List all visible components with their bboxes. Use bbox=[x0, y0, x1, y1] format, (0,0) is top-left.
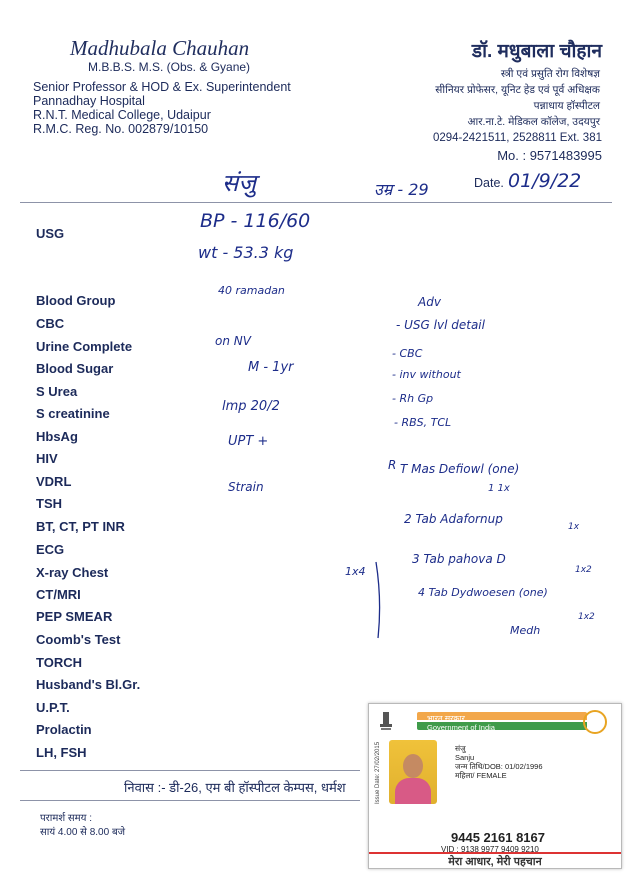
aadhaar-number: 9445 2161 8167 bbox=[451, 830, 545, 845]
phone-numbers: 0294-2421511, 2528811 Ext. 381 bbox=[432, 132, 602, 144]
footer-divider bbox=[20, 770, 360, 771]
test-item: PEP SMEAR bbox=[36, 609, 113, 624]
header-divider bbox=[20, 202, 612, 203]
card-name-en: Sanju bbox=[455, 753, 475, 762]
test-item: HIV bbox=[36, 451, 58, 466]
reg-line: R.M.C. Reg. No. 002879/10150 bbox=[33, 122, 209, 136]
doctor-name-en: Madhubala Chauhan bbox=[70, 36, 250, 60]
date-value: 01/9/22 bbox=[508, 170, 582, 192]
test-item: LH, FSH bbox=[36, 745, 87, 760]
rx-dose: 1x2 bbox=[578, 612, 595, 622]
vid-number: VID : 9138 9977 9409 9210 bbox=[441, 845, 539, 854]
aadhaar-logo-icon bbox=[583, 710, 607, 734]
test-item: Coomb's Test bbox=[36, 632, 121, 647]
test-item: Blood Group bbox=[36, 293, 116, 308]
consult-label: परामर्श समय : bbox=[40, 813, 93, 824]
test-item: TORCH bbox=[36, 655, 82, 670]
rx-dose: 1x4 bbox=[345, 565, 366, 578]
doctor-name-hi: डॉ. मधुबाला चौहान bbox=[471, 41, 602, 62]
note-history: on NV bbox=[215, 334, 251, 348]
note-history: M - 1yr bbox=[248, 360, 294, 375]
test-item: ECG bbox=[36, 542, 65, 557]
test-item: TSH bbox=[36, 496, 62, 511]
test-item: S creatinine bbox=[36, 406, 110, 421]
patient-age: उम्र - 29 bbox=[374, 180, 429, 199]
note-advice: - USG lvl detail bbox=[396, 318, 485, 332]
rx-symbol: R bbox=[388, 458, 397, 472]
hospital-line: Pannadhay Hospital bbox=[33, 94, 145, 108]
test-item: S Urea bbox=[36, 384, 78, 399]
note-lmp: lmp 20/2 bbox=[222, 399, 280, 414]
photo bbox=[389, 740, 437, 804]
note-weight: wt - 53.3 kg bbox=[198, 243, 294, 262]
card-dob: जन्म तिथि/DOB: 01/02/1996 bbox=[455, 762, 543, 771]
test-item: CT/MRI bbox=[36, 587, 81, 602]
college-line: R.N.T. Medical College, Udaipur bbox=[33, 108, 211, 122]
note-advice: - inv without bbox=[392, 368, 461, 381]
test-item: HbsAg bbox=[36, 429, 78, 444]
test-item: Urine Complete bbox=[36, 339, 133, 354]
test-item: VDRL bbox=[36, 474, 72, 489]
test-item: Husband's Bl.Gr. bbox=[36, 677, 141, 692]
rx-line: T Mas Defiowl (one) bbox=[400, 462, 520, 476]
note-advice: Adv bbox=[418, 295, 441, 309]
note-advice: - RBS, TCL bbox=[394, 416, 452, 429]
rx-line: Medh bbox=[510, 624, 541, 637]
rx-dose: 1x2 bbox=[575, 565, 592, 575]
rx-line: 4 Tab Dydwoesen (one) bbox=[418, 586, 548, 599]
test-item: X-ray Chest bbox=[36, 565, 109, 580]
national-emblem-icon bbox=[377, 710, 395, 732]
card-gender: महिला/ FEMALE bbox=[455, 771, 507, 780]
note-history: Strain bbox=[228, 480, 264, 494]
patient-name: संजु bbox=[222, 169, 257, 197]
mobile-number: Mo. : 9571483995 bbox=[497, 148, 602, 163]
note-upt: UPT + bbox=[228, 434, 269, 449]
note-advice: - CBC bbox=[392, 347, 423, 360]
note-history: 40 ramadan bbox=[218, 284, 285, 297]
consult-time: सायं 4.00 से 8.00 बजे bbox=[40, 827, 126, 838]
test-item: Prolactin bbox=[36, 722, 92, 737]
test-item: CBC bbox=[36, 316, 65, 331]
rx-dose: 1x bbox=[568, 522, 580, 532]
aadhaar-tagline: मेरा आधार, मेरी पहचान bbox=[369, 852, 621, 869]
designation-hi: सीनियर प्रोफेसर, यूनिट हेड एवं पूर्व अधिक्षक bbox=[435, 84, 600, 96]
date-label: Date. bbox=[474, 176, 504, 190]
doctor-degree: M.B.B.S. M.S. (Obs. & Gyane) bbox=[88, 60, 251, 74]
gov-header-en: Government of India bbox=[427, 723, 495, 732]
hospital-hi: पन्नाधाय हॉस्पीटल bbox=[533, 100, 600, 112]
card-name-hi: संजु bbox=[455, 744, 466, 753]
bracket-stroke bbox=[368, 560, 398, 640]
rx-line: 2 Tab Adafornup bbox=[404, 512, 503, 526]
address-line: निवास :- डी-26, एम बी हॉस्पीटल केम्पस, धर्मश bbox=[124, 780, 346, 795]
test-item: Blood Sugar bbox=[36, 361, 114, 376]
issue-date: Issue Date: 27/02/2015 bbox=[375, 741, 381, 804]
footer-divider-bottom bbox=[20, 800, 360, 801]
rx-dose: 1 1x bbox=[488, 483, 510, 494]
college-hi: आर.ना.टे. मेडिकल कॉलेज, उदयपुर bbox=[467, 116, 600, 128]
rx-line: 3 Tab pahova D bbox=[412, 552, 506, 566]
note-advice: - Rh Gp bbox=[392, 392, 434, 405]
note-bp: BP - 116/60 bbox=[200, 210, 311, 232]
aadhaar-card bbox=[368, 703, 622, 869]
test-item: USG bbox=[36, 226, 65, 241]
designation-line: Senior Professor & HOD & Ex. Superintendent bbox=[33, 80, 291, 94]
gov-header-hi: भारत सरकार bbox=[427, 714, 465, 723]
test-item: BT, CT, PT INR bbox=[36, 519, 125, 534]
test-item: U.P.T. bbox=[36, 700, 70, 715]
speciality-hi: स्त्री एवं प्रसुति रोग विशेषज्ञ bbox=[500, 68, 600, 80]
